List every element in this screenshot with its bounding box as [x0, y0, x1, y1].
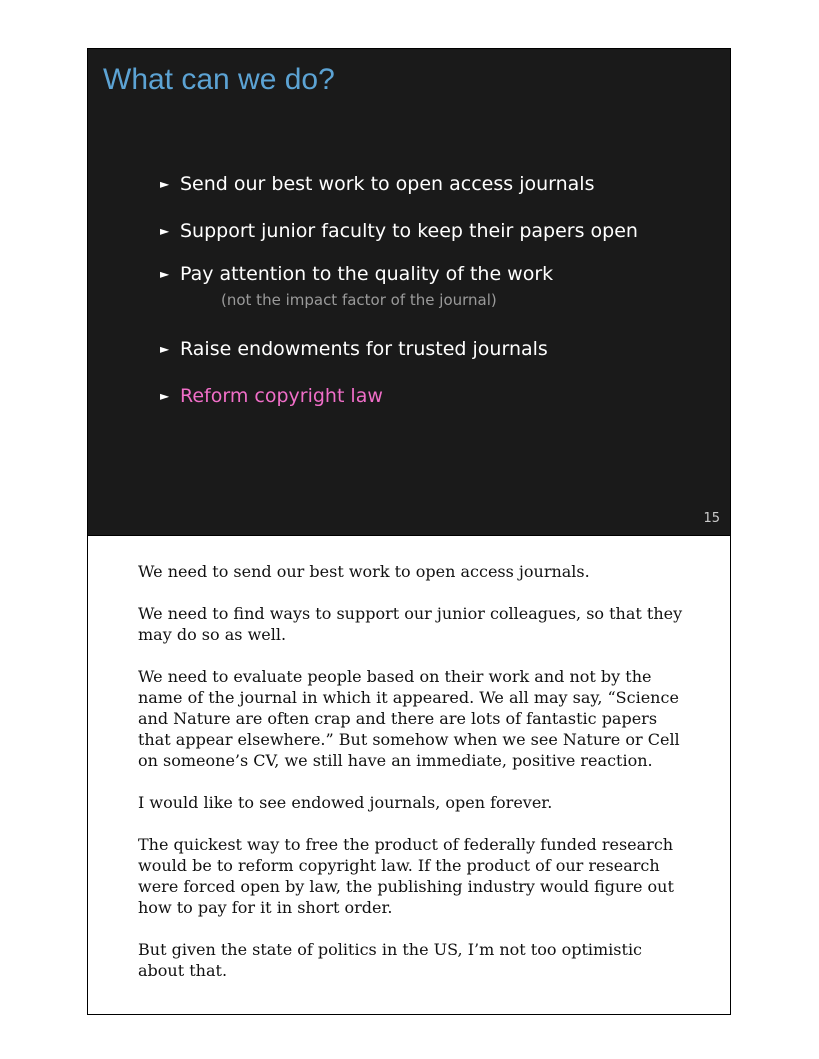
speaker-notes	[138, 561, 688, 1002]
notes-paragraph: The quickest way to free the product of federally funded research would be to reform copyright law. If the product of our research were forced open by law, the publishing industry would figure out how to pay for it in short order.	[138, 835, 674, 917]
bullet-text: Pay attention to the quality of the work	[180, 263, 554, 285]
bullet-subnote: (not the impact factor of the journal)	[221, 291, 497, 309]
slide-bullet	[160, 173, 594, 195]
slide-bullet	[160, 338, 548, 360]
slide-bullet-highlighted	[160, 385, 383, 407]
notes-paragraph: We need to evaluate people based on their work and not by the name of the journal in which it appeared. We all may say, “Science and Nature are often crap and there are lots of fantastic papers that appear elsewhere.” But somehow when we see Nature or Cell on someone’s CV, we still have an immediate, positive reaction.	[138, 667, 680, 770]
bullet-text: Raise endowments for trusted journals	[180, 338, 548, 360]
bullet-arrow-icon: ►	[160, 267, 170, 281]
notes-paragraph: We need to find ways to support our junior colleagues, so that they may do so as well.	[138, 604, 683, 644]
bullet-text: Send our best work to open access journals	[180, 173, 595, 195]
notes-paragraph: I would like to see endowed journals, open forever.	[138, 793, 553, 812]
bullet-arrow-icon: ►	[160, 177, 170, 191]
bullet-text: Reform copyright law	[180, 385, 383, 407]
bullet-text: Support junior faculty to keep their papers open	[180, 220, 638, 242]
document-page	[87, 48, 731, 1015]
notes-paragraph: But given the state of politics in the US, I’m not too optimistic about that.	[138, 940, 643, 980]
slide-title: What can we do?	[103, 63, 335, 96]
bullet-arrow-icon: ►	[160, 389, 170, 403]
slide-bullet	[160, 263, 553, 285]
slide-number: 15	[703, 511, 720, 526]
bullet-arrow-icon: ►	[160, 224, 170, 238]
slide-bullet	[160, 220, 638, 242]
slide	[88, 49, 730, 536]
bullet-arrow-icon: ►	[160, 342, 170, 356]
notes-paragraph: We need to send our best work to open access journals.	[138, 562, 590, 581]
